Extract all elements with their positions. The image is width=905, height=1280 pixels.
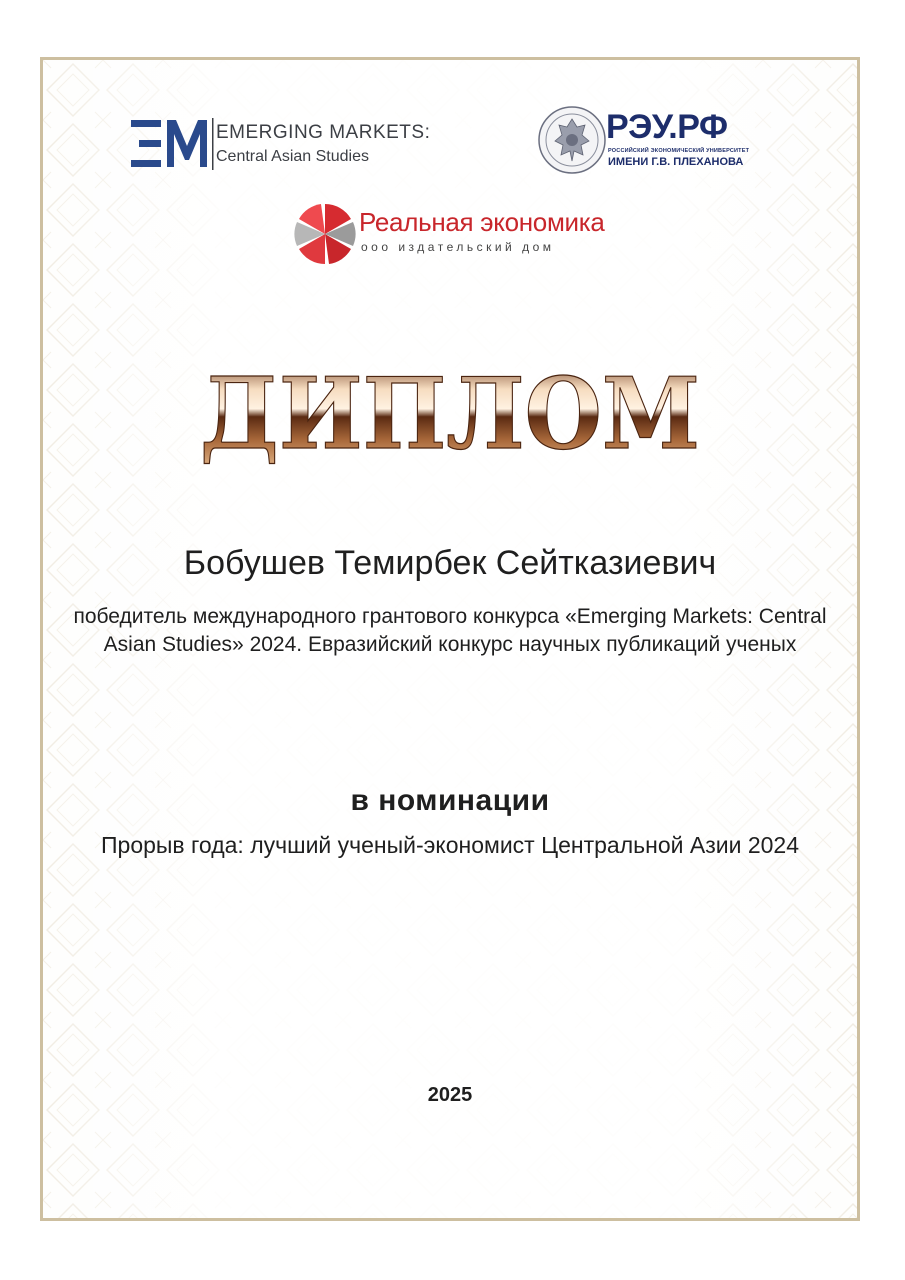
reu-logo-subtitle: ИМЕНИ Г.В. ПЛЕХАНОВА (608, 156, 744, 168)
diploma-title-text: ДИПЛОМ (200, 358, 700, 472)
award-year: 2025 (427, 1084, 473, 1106)
reu-logo-subtitle-small: РОССИЙСКИЙ ЭКОНОМИЧЕСКИЙ УНИВЕРСИТЕТ (608, 148, 750, 154)
diploma-title (43, 358, 857, 478)
em-logo-text (216, 122, 430, 166)
nomination-title: Прорыв года: лучший ученый-экономист Центральной Азии 2024 (101, 832, 799, 858)
nomination-label: в номинации (350, 784, 550, 817)
em-logo-line1: EMERGING MARKETS: (216, 122, 431, 143)
recipient-name: Бобушев Темирбек Сейтказиевич (183, 544, 717, 582)
real-economy-subtitle: ооо издательский дом (361, 240, 555, 254)
em-logo-line2: Central Asian Studies (216, 148, 369, 165)
reu-seal-icon (537, 105, 607, 175)
diploma-frame (40, 57, 860, 1221)
real-economy-pie-icon (291, 200, 359, 268)
award-description: победитель международного грантового конкурса «Emerging Markets: Central Asian Studies» 2024. Евразийский конкурс научных публикаций ученых (73, 605, 827, 656)
real-economy-title: Реальная экономика (359, 207, 605, 237)
reu-logo-title: РЭУ.РФ (606, 108, 728, 146)
